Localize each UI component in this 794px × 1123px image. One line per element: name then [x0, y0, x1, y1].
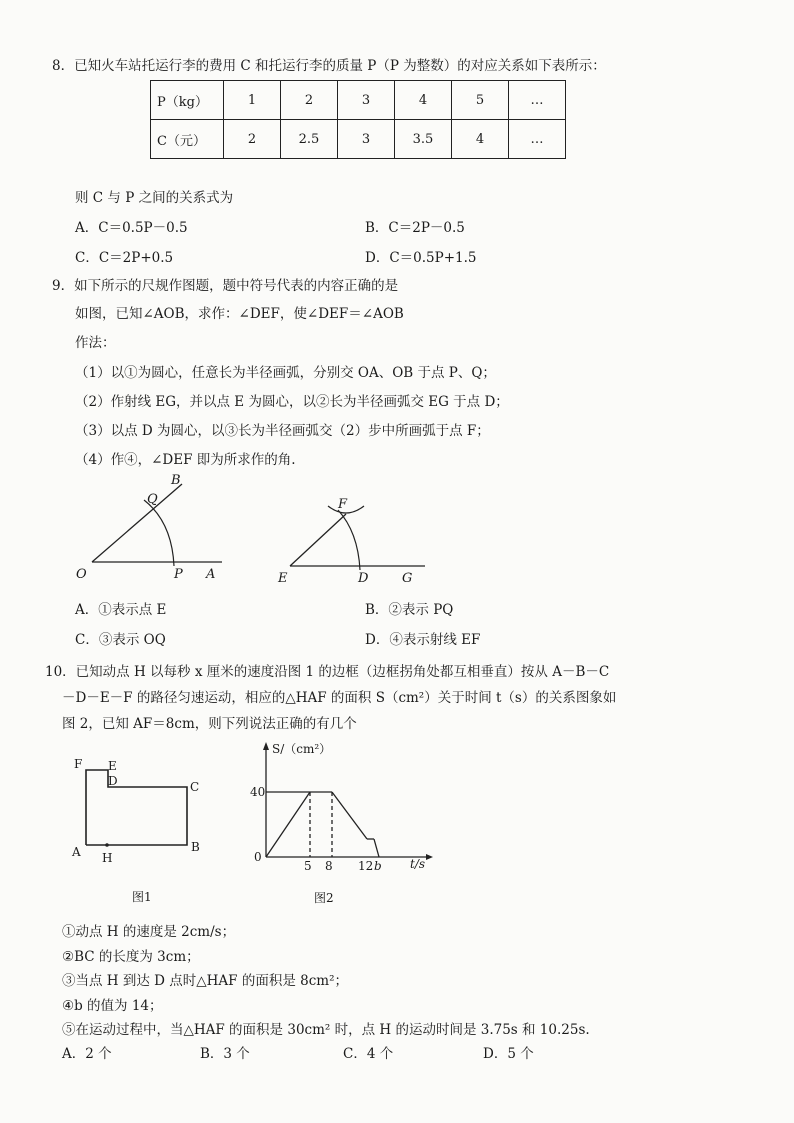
- figure-2-caption: 图2: [314, 891, 334, 905]
- frame-path: [86, 770, 187, 845]
- q9-option-d[interactable]: D．④表示射线 EF: [365, 632, 481, 648]
- q10-figure-frame: [60, 750, 230, 904]
- origin-label: 0: [254, 850, 262, 864]
- q9-option-a[interactable]: A．①表示点 E: [75, 602, 167, 618]
- label-e: E: [108, 759, 117, 773]
- x-axis-label: t/s: [410, 857, 426, 871]
- q10-stem-line2: －D－E－F 的路径匀速运动，相应的△HAF 的面积 S（cm²）关于时间 t（s）的关系图象如: [62, 690, 617, 706]
- q8-option-d[interactable]: D．C＝0.5P+1.5: [365, 250, 477, 266]
- x-tick-8: 8: [325, 859, 333, 873]
- y-tick-40: 40: [250, 785, 266, 799]
- table-cell: 3: [338, 120, 395, 159]
- q8-option-a[interactable]: A．C＝0.5P－0.5: [75, 220, 188, 236]
- q10-statement-3: ③当点 H 到达 D 点时△HAF 的面积是 8cm²；: [62, 973, 348, 989]
- table-cell: 4: [452, 120, 509, 159]
- arc-pq: [144, 500, 174, 566]
- q9-stem: 9．如下所示的尺规作图题，题中符号代表的内容正确的是: [52, 278, 399, 294]
- q8-stem: 8．已知火车站托运行李的费用 C 和托运行李的质量 P（P 为整数）的对应关系如下表所示：: [52, 58, 606, 74]
- q10-stem-line1: 10．已知动点 H 以每秒 x 厘米的速度沿图 1 的边框（边框拐角处都互相垂直）按从 A－B－C: [45, 664, 610, 680]
- q8-question: 则 C 与 P 之间的关系式为: [75, 190, 234, 206]
- q8-table: [150, 80, 566, 159]
- x-tick-5: 5: [304, 859, 312, 873]
- q10-statement-5: ⑤在运动过程中，当△HAF 的面积是 30cm² 时，点 H 的运动时间是 3.75s 和 10.25s.: [62, 1022, 590, 1038]
- label-a: A: [72, 845, 81, 859]
- q9-step-2: （2）作射线 EG，并以点 E 为圆心，以②长为半径画弧交 EG 于点 D；: [75, 394, 509, 410]
- q9-step-3: （3）以点 D 为圆心，以③长为半径画弧交（2）步中所画弧于点 F；: [75, 423, 490, 439]
- label-d: D: [108, 774, 118, 788]
- q10-option-a[interactable]: A．2 个: [62, 1046, 112, 1062]
- q10-statement-2: ②BC 的长度为 3cm；: [62, 949, 200, 965]
- q9-step-1: （1）以①为圆心，任意长为半径画弧，分别交 OA、OB 于点 P、Q；: [75, 365, 496, 381]
- ray-ob: [92, 484, 182, 562]
- label-d: D: [358, 571, 369, 586]
- q10-option-d[interactable]: D．5 个: [483, 1046, 534, 1062]
- table-header-p: P（kg）: [151, 81, 224, 120]
- q9-option-b[interactable]: B．②表示 PQ: [365, 602, 454, 618]
- table-cell: …: [509, 120, 566, 159]
- table-cell: …: [509, 81, 566, 120]
- label-a: A: [206, 567, 216, 582]
- table-cell: 4: [395, 81, 452, 120]
- label-g: G: [402, 571, 413, 586]
- table-header-c: C（元）: [151, 120, 224, 159]
- label-e: E: [278, 571, 288, 586]
- table-cell: 3: [338, 81, 395, 120]
- table-cell: 2: [281, 81, 338, 120]
- x-tick-b: b: [374, 859, 382, 873]
- q10-option-c[interactable]: C．4 个: [343, 1046, 394, 1062]
- table-cell: 3.5: [395, 120, 452, 159]
- table-row: [151, 81, 566, 120]
- figure-1-caption: 图1: [132, 890, 152, 904]
- x-axis-arrow: [426, 854, 433, 860]
- graph-segment-fall: [332, 792, 367, 839]
- point-h: [105, 843, 109, 847]
- q9-step-4: （4）作④，∠DEF 即为所求作的角.: [75, 452, 296, 468]
- y-axis-arrow: [263, 742, 269, 750]
- q9-figure-angle-aob: [70, 470, 250, 590]
- label-b: B: [171, 473, 181, 488]
- q10-statement-4: ④b 的值为 14；: [62, 998, 163, 1014]
- q9-figure-angle-def: [270, 470, 440, 590]
- q10-stem-line3: 图 2，已知 AF＝8cm，则下列说法正确的有几个: [62, 716, 357, 732]
- graph-segment-rise: [266, 792, 310, 857]
- q10-option-b[interactable]: B．3 个: [200, 1046, 250, 1062]
- table-cell: 5: [452, 81, 509, 120]
- label-c: C: [190, 780, 200, 794]
- table-cell: 2.5: [281, 120, 338, 159]
- table-cell: 2: [224, 120, 281, 159]
- label-o: O: [76, 567, 87, 582]
- label-p: P: [174, 567, 183, 582]
- x-tick-12: 12: [358, 859, 374, 873]
- q8-option-b[interactable]: B．C＝2P－0.5: [365, 220, 465, 236]
- q9-given: 如图，已知∠AOB，求作：∠DEF，使∠DEF＝∠AOB: [75, 306, 404, 322]
- q9-method: 作法：: [75, 335, 116, 351]
- label-h: H: [102, 851, 113, 865]
- y-axis-label: S/（cm²）: [272, 742, 332, 756]
- graph-segment-end: [374, 839, 379, 857]
- label-b: B: [191, 840, 200, 854]
- q8-option-c[interactable]: C．C＝2P+0.5: [75, 250, 174, 266]
- label-q: Q: [147, 492, 158, 507]
- label-f: F: [338, 497, 348, 512]
- table-cell: 1: [224, 81, 281, 120]
- ray-ef: [290, 514, 346, 566]
- q10-statement-1: ①动点 H 的速度是 2cm/s；: [62, 924, 236, 940]
- label-f: F: [74, 757, 83, 771]
- q9-option-c[interactable]: C．③表示 OQ: [75, 632, 166, 648]
- q10-figure-graph: [250, 740, 450, 910]
- table-row: [151, 120, 566, 159]
